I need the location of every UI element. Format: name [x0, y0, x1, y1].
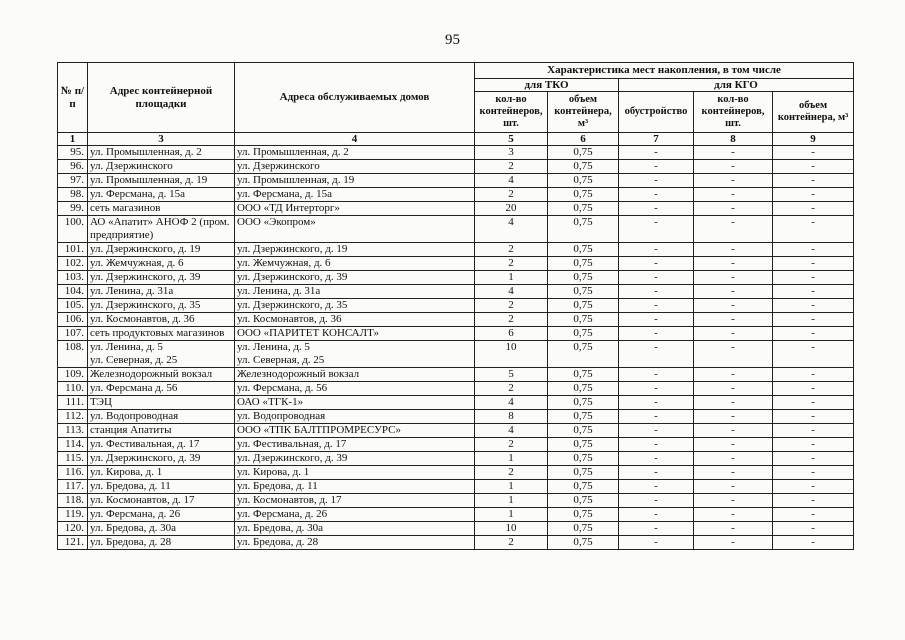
- kgo-facility: -: [619, 327, 694, 341]
- site-address: ул. Дзержинского, д. 19: [88, 243, 235, 257]
- kgo-container-volume: -: [773, 424, 854, 438]
- kgo-facility: -: [619, 216, 694, 243]
- site-address: ул. Жемчужная, д. 6: [88, 257, 235, 271]
- row-number: 110.: [58, 382, 88, 396]
- tko-container-volume: 0,75: [548, 341, 619, 368]
- served-houses: ул. Ферсмана, д. 15а: [235, 188, 475, 202]
- column-number: 6: [548, 133, 619, 146]
- served-houses: ул. Ленина, д. 31а: [235, 285, 475, 299]
- kgo-container-count: -: [694, 438, 773, 452]
- row-number: 107.: [58, 327, 88, 341]
- kgo-container-count: -: [694, 480, 773, 494]
- row-number: 102.: [58, 257, 88, 271]
- kgo-container-volume: -: [773, 452, 854, 466]
- kgo-container-count: -: [694, 522, 773, 536]
- site-address: ул. Промышленная, д. 19: [88, 174, 235, 188]
- tko-container-volume: 0,75: [548, 285, 619, 299]
- table-row: [58, 313, 854, 327]
- tko-container-count: 3: [475, 146, 548, 160]
- tko-container-volume: 0,75: [548, 313, 619, 327]
- kgo-container-volume: -: [773, 341, 854, 368]
- served-houses: ОАО «ТГК-1»: [235, 396, 475, 410]
- tko-container-volume: 0,75: [548, 216, 619, 243]
- tko-container-count: 1: [475, 494, 548, 508]
- table-row: [58, 494, 854, 508]
- tko-container-volume: 0,75: [548, 368, 619, 382]
- header-kgo-count: кол-во контейнеров, шт.: [694, 92, 773, 133]
- kgo-container-count: -: [694, 243, 773, 257]
- tko-container-count: 2: [475, 188, 548, 202]
- kgo-container-count: -: [694, 146, 773, 160]
- site-address: ул. Космонавтов, д. 36: [88, 313, 235, 327]
- kgo-container-count: -: [694, 424, 773, 438]
- header-group-title: Характеристика мест накопления, в том числе: [475, 63, 854, 79]
- kgo-container-count: -: [694, 257, 773, 271]
- row-number: 117.: [58, 480, 88, 494]
- tko-container-count: 2: [475, 536, 548, 550]
- tko-container-volume: 0,75: [548, 522, 619, 536]
- row-number: 119.: [58, 508, 88, 522]
- row-number: 96.: [58, 160, 88, 174]
- kgo-container-count: -: [694, 202, 773, 216]
- kgo-facility: -: [619, 424, 694, 438]
- table-row: [58, 341, 854, 368]
- site-address: ул. Кирова, д. 1: [88, 466, 235, 480]
- row-number: 113.: [58, 424, 88, 438]
- served-houses: ул. Водопроводная: [235, 410, 475, 424]
- site-address: ТЭЦ: [88, 396, 235, 410]
- kgo-container-volume: -: [773, 438, 854, 452]
- kgo-container-volume: -: [773, 174, 854, 188]
- kgo-container-count: -: [694, 396, 773, 410]
- site-address: Железнодорожный вокзал: [88, 368, 235, 382]
- header-col-site: Адрес контейнерной площадки: [88, 63, 235, 133]
- tko-container-count: 2: [475, 466, 548, 480]
- tko-container-count: 4: [475, 424, 548, 438]
- column-number: 1: [58, 133, 88, 146]
- served-houses: ул. Промышленная, д. 19: [235, 174, 475, 188]
- kgo-container-volume: -: [773, 508, 854, 522]
- column-number-row: [58, 133, 854, 146]
- kgo-container-volume: -: [773, 327, 854, 341]
- tko-container-count: 2: [475, 313, 548, 327]
- served-houses: ООО «ТД Интерторг»: [235, 202, 475, 216]
- kgo-container-volume: -: [773, 494, 854, 508]
- kgo-container-count: -: [694, 271, 773, 285]
- kgo-facility: -: [619, 480, 694, 494]
- kgo-facility: -: [619, 494, 694, 508]
- served-houses: ул. Дзержинского, д. 39: [235, 271, 475, 285]
- kgo-container-volume: -: [773, 466, 854, 480]
- column-number: 9: [773, 133, 854, 146]
- kgo-facility: -: [619, 188, 694, 202]
- table-row: [58, 480, 854, 494]
- row-number: 120.: [58, 522, 88, 536]
- kgo-container-count: -: [694, 382, 773, 396]
- tko-container-volume: 0,75: [548, 243, 619, 257]
- tko-container-volume: 0,75: [548, 536, 619, 550]
- table-body: [58, 146, 854, 550]
- kgo-facility: -: [619, 313, 694, 327]
- served-houses: ул. Жемчужная, д. 6: [235, 257, 475, 271]
- tko-container-count: 10: [475, 341, 548, 368]
- tko-container-count: 2: [475, 382, 548, 396]
- served-houses: ул. Ферсмана, д. 26: [235, 508, 475, 522]
- served-houses: ул. Бредова, д. 30а: [235, 522, 475, 536]
- header-col-no: № п/п: [58, 63, 88, 133]
- table-row: [58, 160, 854, 174]
- kgo-facility: -: [619, 410, 694, 424]
- kgo-facility: -: [619, 146, 694, 160]
- tko-container-volume: 0,75: [548, 327, 619, 341]
- table-row: [58, 216, 854, 243]
- site-address: сеть продуктовых магазинов: [88, 327, 235, 341]
- served-houses: ул. Дзержинского, д. 39: [235, 452, 475, 466]
- kgo-container-volume: -: [773, 410, 854, 424]
- site-address: сеть магазинов: [88, 202, 235, 216]
- tko-container-volume: 0,75: [548, 160, 619, 174]
- kgo-facility: -: [619, 160, 694, 174]
- served-houses: ул. Дзержинского: [235, 160, 475, 174]
- table-row: [58, 424, 854, 438]
- kgo-facility: -: [619, 285, 694, 299]
- tko-container-count: 2: [475, 438, 548, 452]
- kgo-facility: -: [619, 368, 694, 382]
- tko-container-count: 4: [475, 174, 548, 188]
- table-row: [58, 174, 854, 188]
- served-houses: ул. Бредова, д. 28: [235, 536, 475, 550]
- kgo-container-volume: -: [773, 382, 854, 396]
- tko-container-volume: 0,75: [548, 466, 619, 480]
- row-number: 116.: [58, 466, 88, 480]
- served-houses: ООО «ПАРИТЕТ КОНСАЛТ»: [235, 327, 475, 341]
- site-address: ул. Дзержинского, д. 39: [88, 452, 235, 466]
- table-row: [58, 466, 854, 480]
- row-number: 97.: [58, 174, 88, 188]
- served-houses: ул. Ферсмана, д. 56: [235, 382, 475, 396]
- kgo-container-volume: -: [773, 480, 854, 494]
- table-row: [58, 285, 854, 299]
- tko-container-count: 10: [475, 522, 548, 536]
- tko-container-count: 8: [475, 410, 548, 424]
- kgo-container-count: -: [694, 216, 773, 243]
- tko-container-volume: 0,75: [548, 424, 619, 438]
- kgo-facility: -: [619, 341, 694, 368]
- table-row: [58, 202, 854, 216]
- table-row: [58, 327, 854, 341]
- site-address: ул. Ферсмана, д. 26: [88, 508, 235, 522]
- site-address: ул. Ферсмана д. 56: [88, 382, 235, 396]
- site-address: ул. Бредова, д. 30а: [88, 522, 235, 536]
- kgo-container-volume: -: [773, 243, 854, 257]
- served-houses: ул. Космонавтов, д. 36: [235, 313, 475, 327]
- tko-container-volume: 0,75: [548, 299, 619, 313]
- table-header: [58, 63, 854, 146]
- kgo-container-count: -: [694, 368, 773, 382]
- served-houses: ООО «Экопром»: [235, 216, 475, 243]
- site-address: ул. Ленина, д. 5 ул. Северная, д. 25: [88, 341, 235, 368]
- kgo-container-volume: -: [773, 146, 854, 160]
- tko-container-volume: 0,75: [548, 174, 619, 188]
- row-number: 115.: [58, 452, 88, 466]
- row-number: 104.: [58, 285, 88, 299]
- tko-container-volume: 0,75: [548, 410, 619, 424]
- served-houses: ул. Фестивальная, д. 17: [235, 438, 475, 452]
- kgo-facility: -: [619, 508, 694, 522]
- kgo-container-volume: -: [773, 188, 854, 202]
- kgo-container-volume: -: [773, 522, 854, 536]
- site-address: ул. Ферсмана, д. 15а: [88, 188, 235, 202]
- site-address: ул. Бредова, д. 28: [88, 536, 235, 550]
- header-tko-volume: объем контейнера, м³: [548, 92, 619, 133]
- row-number: 121.: [58, 536, 88, 550]
- tko-container-count: 1: [475, 271, 548, 285]
- column-number: 5: [475, 133, 548, 146]
- tko-container-volume: 0,75: [548, 202, 619, 216]
- tko-container-count: 2: [475, 160, 548, 174]
- row-number: 98.: [58, 188, 88, 202]
- table-row: [58, 271, 854, 285]
- kgo-container-count: -: [694, 160, 773, 174]
- site-address: АО «Апатит» АНОФ 2 (пром. предприятие): [88, 216, 235, 243]
- row-number: 118.: [58, 494, 88, 508]
- site-address: ул. Бредова, д. 11: [88, 480, 235, 494]
- table-row: [58, 368, 854, 382]
- site-address: ул. Дзержинского, д. 35: [88, 299, 235, 313]
- tko-container-count: 4: [475, 216, 548, 243]
- tko-container-volume: 0,75: [548, 452, 619, 466]
- site-address: ул. Дзержинского: [88, 160, 235, 174]
- served-houses: ул. Кирова, д. 1: [235, 466, 475, 480]
- header-kgo: для КГО: [619, 79, 854, 92]
- kgo-container-count: -: [694, 341, 773, 368]
- tko-container-volume: 0,75: [548, 396, 619, 410]
- row-number: 108.: [58, 341, 88, 368]
- kgo-facility: -: [619, 536, 694, 550]
- table-row: [58, 508, 854, 522]
- kgo-container-volume: -: [773, 313, 854, 327]
- table-row: [58, 438, 854, 452]
- row-number: 105.: [58, 299, 88, 313]
- kgo-container-volume: -: [773, 299, 854, 313]
- kgo-container-volume: -: [773, 285, 854, 299]
- site-address: ул. Ленина, д. 31а: [88, 285, 235, 299]
- tko-container-count: 1: [475, 480, 548, 494]
- header-kgo-facility: обустройство: [619, 92, 694, 133]
- table-row: [58, 452, 854, 466]
- tko-container-count: 2: [475, 299, 548, 313]
- tko-container-volume: 0,75: [548, 257, 619, 271]
- served-houses: ул. Дзержинского, д. 19: [235, 243, 475, 257]
- kgo-facility: -: [619, 202, 694, 216]
- tko-container-count: 4: [475, 396, 548, 410]
- kgo-container-count: -: [694, 285, 773, 299]
- kgo-container-count: -: [694, 313, 773, 327]
- tko-container-volume: 0,75: [548, 188, 619, 202]
- kgo-facility: -: [619, 174, 694, 188]
- kgo-container-volume: -: [773, 202, 854, 216]
- table-row: [58, 243, 854, 257]
- kgo-container-count: -: [694, 174, 773, 188]
- tko-container-volume: 0,75: [548, 438, 619, 452]
- kgo-container-count: -: [694, 536, 773, 550]
- site-address: ул. Дзержинского, д. 39: [88, 271, 235, 285]
- table-row: [58, 396, 854, 410]
- page-number: 95: [445, 32, 460, 48]
- kgo-facility: -: [619, 382, 694, 396]
- kgo-container-count: -: [694, 299, 773, 313]
- row-number: 111.: [58, 396, 88, 410]
- kgo-facility: -: [619, 243, 694, 257]
- kgo-container-volume: -: [773, 396, 854, 410]
- table-row: [58, 410, 854, 424]
- tko-container-volume: 0,75: [548, 508, 619, 522]
- served-houses: ул. Дзержинского, д. 35: [235, 299, 475, 313]
- row-number: 112.: [58, 410, 88, 424]
- header-tko-count: кол-во контейнеров, шт.: [475, 92, 548, 133]
- served-houses: ул. Промышленная, д. 2: [235, 146, 475, 160]
- table-row: [58, 382, 854, 396]
- tko-container-count: 4: [475, 285, 548, 299]
- column-number: 3: [88, 133, 235, 146]
- row-number: 99.: [58, 202, 88, 216]
- tko-container-count: 5: [475, 368, 548, 382]
- site-address: ул. Фестивальная, д. 17: [88, 438, 235, 452]
- kgo-container-count: -: [694, 508, 773, 522]
- served-houses: Железнодорожный вокзал: [235, 368, 475, 382]
- header-col-houses: Адреса обслуживаемых домов: [235, 63, 475, 133]
- column-number: 7: [619, 133, 694, 146]
- kgo-container-count: -: [694, 410, 773, 424]
- tko-container-volume: 0,75: [548, 382, 619, 396]
- header-tko: для ТКО: [475, 79, 619, 92]
- tko-container-count: 1: [475, 452, 548, 466]
- table-row: [58, 257, 854, 271]
- served-houses: ООО «ТПК БАЛТПРОМРЕСУРС»: [235, 424, 475, 438]
- table-row: [58, 299, 854, 313]
- tko-container-volume: 0,75: [548, 494, 619, 508]
- table-row: [58, 146, 854, 160]
- table-row: [58, 188, 854, 202]
- row-number: 106.: [58, 313, 88, 327]
- kgo-facility: -: [619, 438, 694, 452]
- header-kgo-volume: объем контейнера, м³: [773, 92, 854, 133]
- tko-container-count: 6: [475, 327, 548, 341]
- kgo-container-volume: -: [773, 536, 854, 550]
- table-row: [58, 522, 854, 536]
- kgo-container-count: -: [694, 466, 773, 480]
- kgo-facility: -: [619, 396, 694, 410]
- column-number: 4: [235, 133, 475, 146]
- kgo-container-count: -: [694, 327, 773, 341]
- container-sites-table: [57, 62, 854, 550]
- tko-container-count: 2: [475, 257, 548, 271]
- kgo-facility: -: [619, 271, 694, 285]
- kgo-container-volume: -: [773, 257, 854, 271]
- kgo-container-count: -: [694, 494, 773, 508]
- row-number: 101.: [58, 243, 88, 257]
- kgo-facility: -: [619, 522, 694, 536]
- site-address: ул. Водопроводная: [88, 410, 235, 424]
- kgo-container-volume: -: [773, 216, 854, 243]
- row-number: 114.: [58, 438, 88, 452]
- site-address: станция Апатиты: [88, 424, 235, 438]
- served-houses: ул. Бредова, д. 11: [235, 480, 475, 494]
- kgo-container-volume: -: [773, 160, 854, 174]
- site-address: ул. Промышленная, д. 2: [88, 146, 235, 160]
- kgo-facility: -: [619, 257, 694, 271]
- kgo-facility: -: [619, 452, 694, 466]
- row-number: 109.: [58, 368, 88, 382]
- served-houses: ул. Ленина, д. 5 ул. Северная, д. 25: [235, 341, 475, 368]
- kgo-container-volume: -: [773, 368, 854, 382]
- kgo-container-count: -: [694, 452, 773, 466]
- row-number: 103.: [58, 271, 88, 285]
- tko-container-volume: 0,75: [548, 146, 619, 160]
- kgo-container-volume: -: [773, 271, 854, 285]
- tko-container-count: 20: [475, 202, 548, 216]
- column-number: 8: [694, 133, 773, 146]
- row-number: 95.: [58, 146, 88, 160]
- tko-container-count: 1: [475, 508, 548, 522]
- tko-container-volume: 0,75: [548, 271, 619, 285]
- served-houses: ул. Космонавтов, д. 17: [235, 494, 475, 508]
- site-address: ул. Космонавтов, д. 17: [88, 494, 235, 508]
- kgo-facility: -: [619, 466, 694, 480]
- tko-container-count: 2: [475, 243, 548, 257]
- table-row: [58, 536, 854, 550]
- tko-container-volume: 0,75: [548, 480, 619, 494]
- kgo-container-count: -: [694, 188, 773, 202]
- row-number: 100.: [58, 216, 88, 243]
- kgo-facility: -: [619, 299, 694, 313]
